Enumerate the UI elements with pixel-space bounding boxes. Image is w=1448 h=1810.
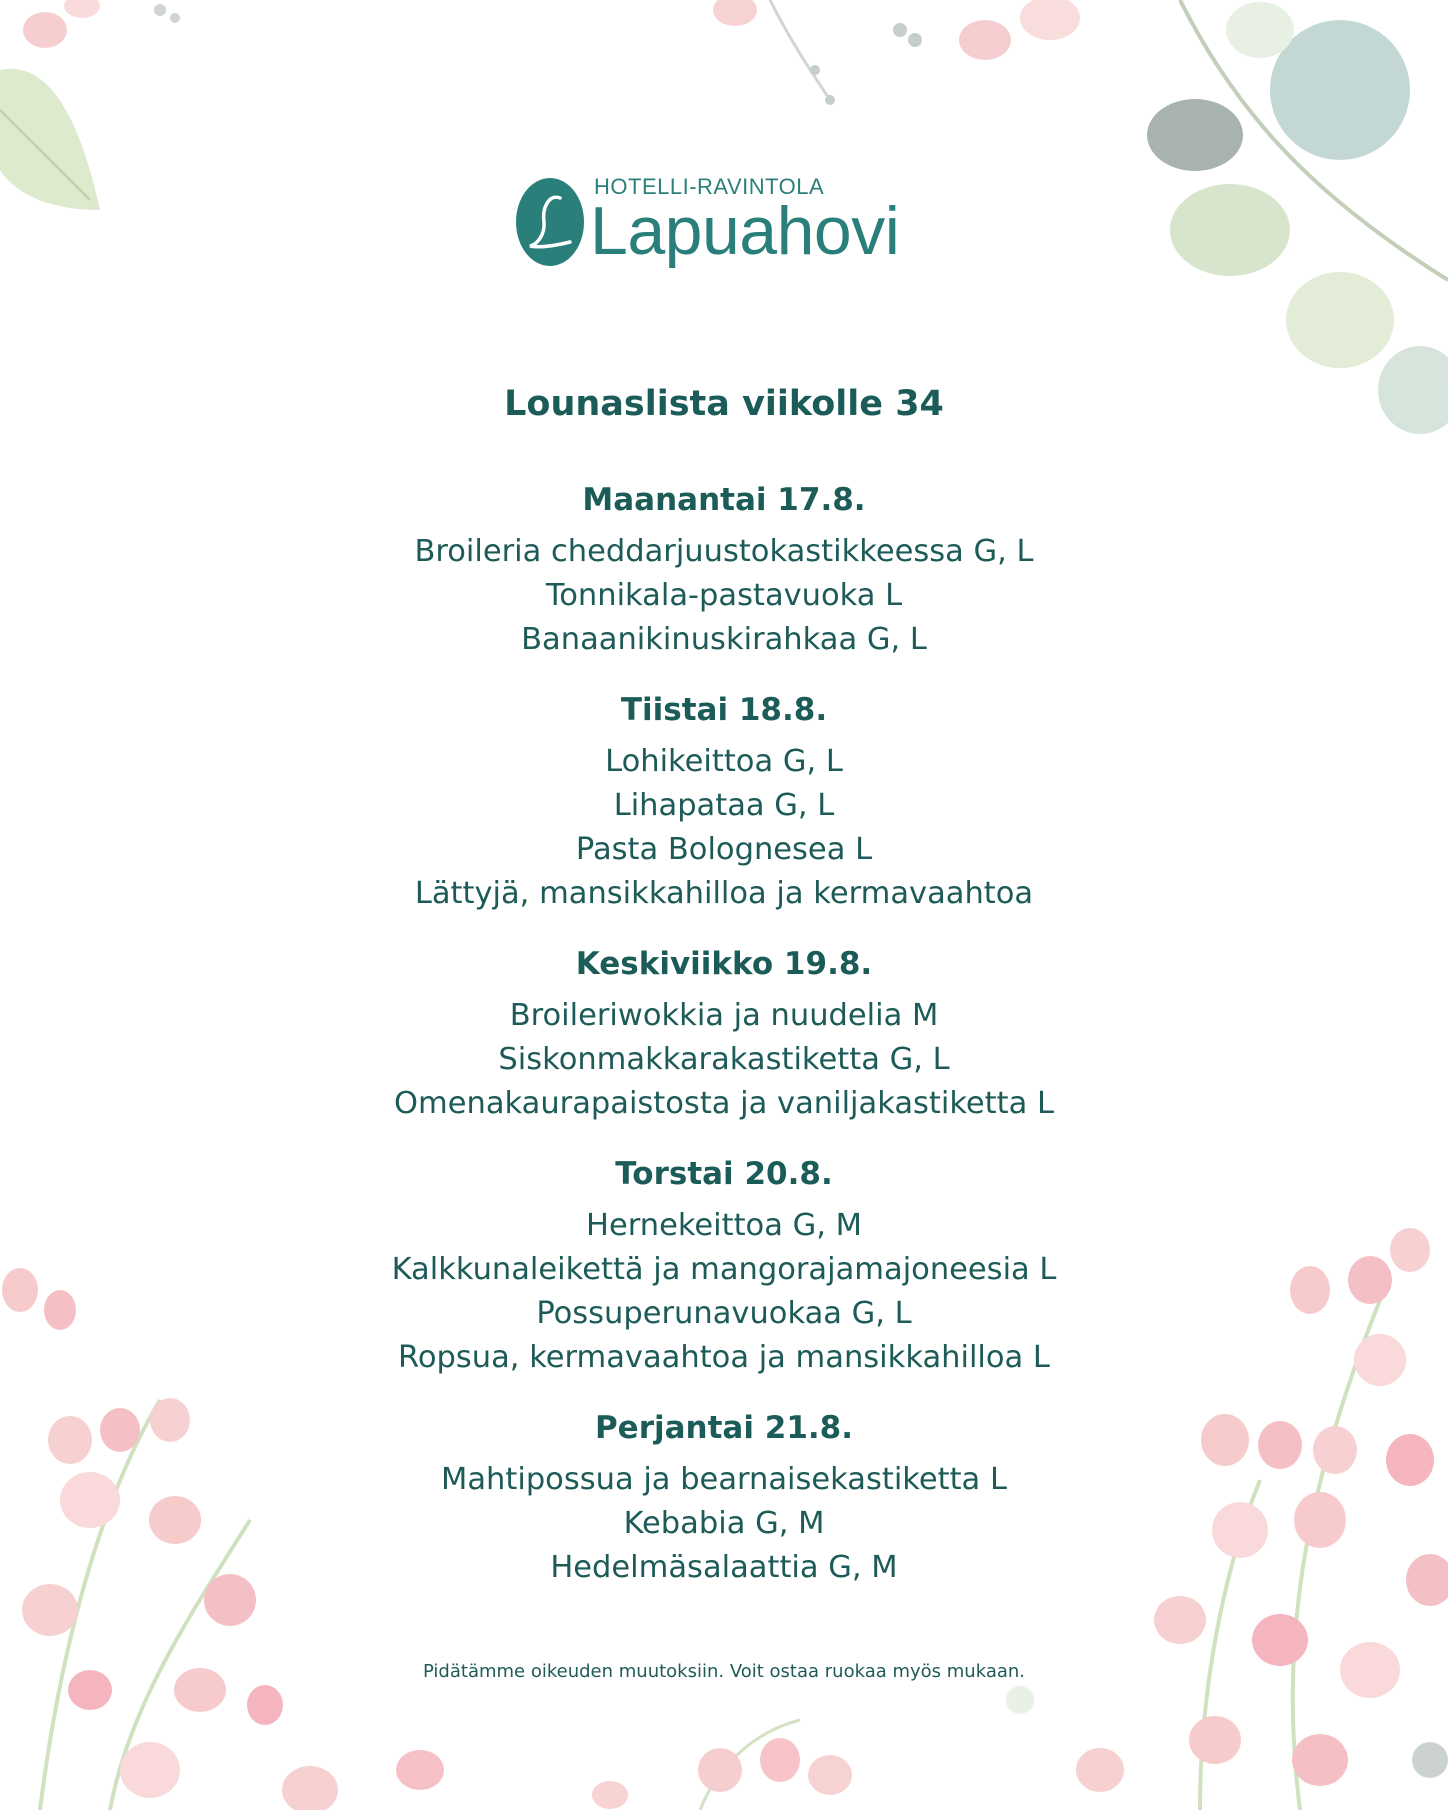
day-section [0,478,1448,688]
dish-item: Tonnikala-pastavuoka L [545,578,903,613]
dish-item: Hernekeittoa G, M [586,1208,862,1243]
day-heading: Torstai 20.8. [615,1156,833,1192]
dish-item: Lättyjä, mansikkahilloa ja kermavaahtoa [414,876,1034,911]
day-heading: Tiistai 18.8. [620,692,828,728]
logo-subtitle: HOTELLI-RAVINTOLA [594,174,825,199]
dish-item: Broileria cheddarjuustokastikkeessa G, L [414,534,1034,569]
menu-list [0,478,1448,1616]
dish-list [0,1196,1448,1406]
logo [514,170,934,290]
dish-item: Mahtipossua ja bearnaisekastiketta L [441,1462,1007,1497]
dish-list [0,522,1448,688]
dish-item: Lihapataa G, L [613,788,835,823]
day-heading: Keskiviikko 19.8. [575,946,873,982]
dish-item: Lohikeittoa G, L [605,744,843,779]
logo-monogram-icon [514,176,586,268]
dish-list [0,732,1448,942]
dish-item: Possuperunavuokaa G, L [536,1296,912,1331]
dish-item: Pasta Bolognesea L [575,832,873,867]
dish-item: Omenakaurapaistosta ja vaniljakastiketta L [394,1086,1054,1121]
day-section [0,1406,1448,1616]
footer-note: Pidätämme oikeuden muutoksiin. Voit ostaa ruokaa myös mukaan. [422,1661,1026,1682]
dish-item: Hedelmäsalaattia G, M [550,1550,898,1585]
dish-item: Siskonmakkarakastiketta G, L [498,1042,950,1077]
dish-list [0,1450,1448,1616]
dish-item: Broileriwokkia ja nuudelia M [509,998,939,1033]
menu-title: Lounaslista viikolle 34 [504,384,944,424]
dish-item: Ropsua, kermavaahtoa ja mansikkahilloa L [398,1340,1050,1375]
dish-item: Kalkkunaleikettä ja mangorajamajoneesia L [391,1252,1057,1287]
dish-list [0,986,1448,1152]
logo-name: Lapuahovi [590,193,900,269]
day-heading: Maanantai 17.8. [582,482,866,518]
day-section [0,1152,1448,1406]
day-section [0,688,1448,942]
day-section [0,942,1448,1152]
dish-item: Banaanikinuskirahkaa G, L [521,622,927,657]
day-heading: Perjantai 21.8. [594,1410,854,1446]
dish-item: Kebabia G, M [623,1506,825,1541]
